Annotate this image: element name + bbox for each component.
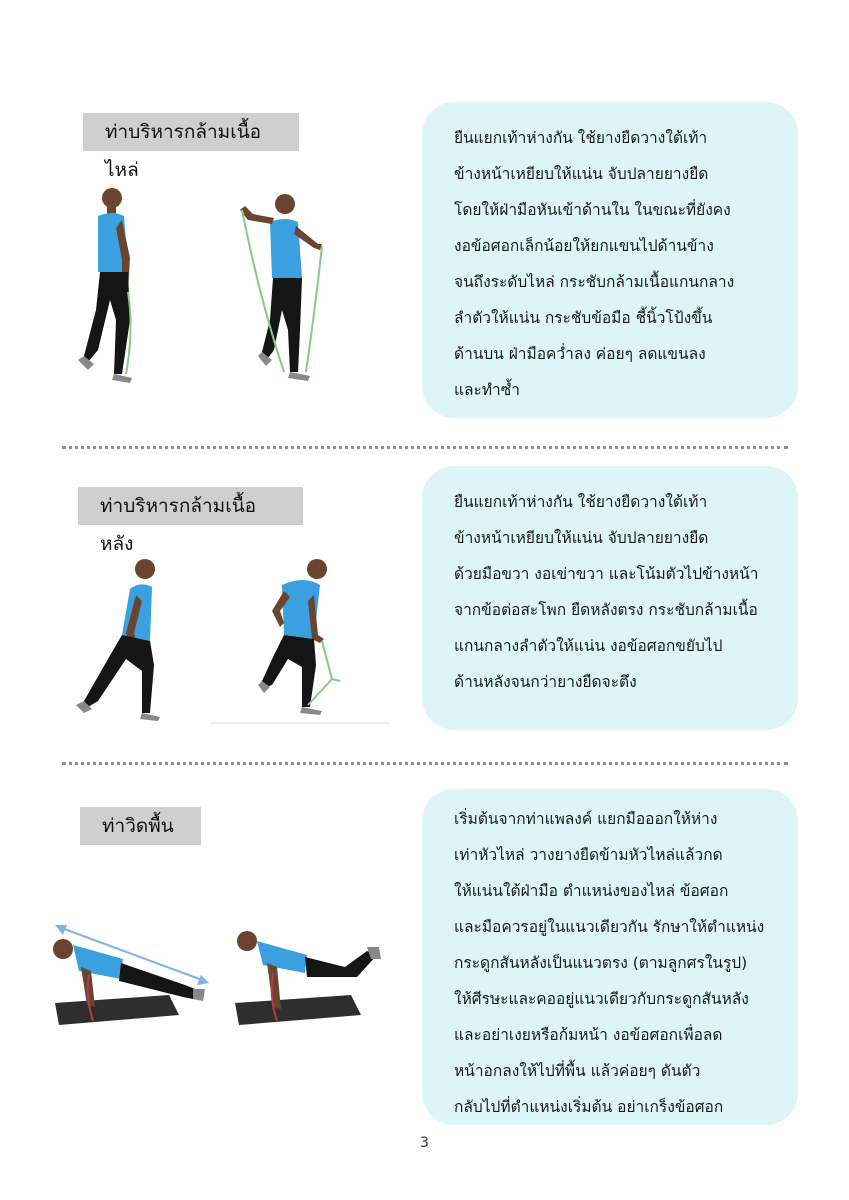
instruction-line: ด้านบน ฝ่ามือคว่ำลง ค่อยๆ ลดแขนลง	[454, 345, 706, 363]
instruction-line: เริ่มต้นจากท่าแพลงค์ แยกมือออกให้ห่าง	[454, 810, 718, 828]
instruction-line: ยืนแยกเท้าห่างกัน ใช้ยางยืดวางใต้เท้า	[454, 493, 708, 511]
instruction-line: และมือควรอยู่ในแนวเดียวกัน รักษาให้ตำแหน่ง	[454, 918, 765, 936]
section-label-pushup: ท่าวิดพื้น	[80, 807, 201, 845]
instruction-line: ด้านหลังจนกว่ายางยืดจะตึง	[454, 673, 637, 691]
pushup-instructions-box	[422, 789, 798, 1125]
section-divider	[62, 762, 788, 765]
instruction-line: เท่าหัวไหล่ วางยางยืดข้ามหัวไหล่แล้วกด	[454, 846, 723, 864]
instruction-line: ยืนแยกเท้าห่างกัน ใช้ยางยืดวางใต้เท้า	[454, 129, 708, 147]
instruction-line: งอข้อศอกเล็กน้อยให้ยกแขนไปด้านข้าง	[454, 237, 714, 255]
back-instructions-box	[422, 466, 798, 730]
instruction-line: ข้างหน้าเหยียบให้แน่น จับปลายยางยืด	[454, 529, 709, 547]
instruction-line: โดยให้ฝ่ามือหันเข้าด้านใน ในขณะที่ยังคง	[454, 201, 731, 219]
figure-bent-over-row	[210, 559, 390, 723]
instruction-line: ให้ศีรษะและคออยู่แนวเดียวกับกระดูกสันหลัง	[454, 990, 749, 1008]
back-exercise-illustration	[70, 555, 390, 727]
shoulder-instructions-box	[422, 102, 798, 418]
figure-lateral-raise	[240, 194, 322, 381]
instruction-line: ลำตัวให้แน่น กระชับข้อมือ ชี้นิ้วโป้งขึ้น	[454, 309, 713, 327]
section-divider	[62, 446, 788, 449]
instruction-line: จนถึงระดับไหล่ กระชับกล้ามเนื้อแกนกลาง	[454, 273, 735, 291]
instruction-line: และทำซ้ำ	[454, 381, 520, 399]
instruction-line: กระดูกสันหลังเป็นแนวตรง (ตามลูกศรในรูป)	[454, 954, 748, 972]
pushup-exercise-illustration	[45, 915, 390, 1035]
instruction-line: กลับไปที่ตำแหน่งเริ่มต้น อย่าเกร็งข้อศอก	[454, 1098, 724, 1116]
instruction-line: หน้าอกลงให้ไปที่พื้น แล้วค่อยๆ ดันตัว	[454, 1062, 701, 1080]
figure-standing-arms-down	[78, 188, 132, 383]
instruction-line: ข้างหน้าเหยียบให้แน่น จับปลายยางยืด	[454, 165, 709, 183]
instruction-line: และอย่าเงยหรือก้มหน้า งอข้อศอกเพื่อลด	[454, 1026, 723, 1044]
section-label-back: ท่าบริหารกล้ามเนื้อหลัง	[78, 487, 303, 525]
section-label-shoulder: ท่าบริหารกล้ามเนื้อไหล่	[83, 113, 299, 151]
instruction-line: ให้แน่นใต้ฝ่ามือ ตำแหน่งของไหล่ ข้อศอก	[454, 882, 729, 900]
instruction-line: แกนกลางลำตัวให้แน่น งอข้อศอกขยับไป	[454, 637, 723, 655]
page-number: 3	[420, 1135, 429, 1151]
figure-lunge-stance	[76, 559, 160, 721]
shoulder-exercise-illustration	[70, 180, 340, 390]
instruction-line: ด้วยมือขวา งอเข่าขวา และโน้มตัวไปข้างหน้า	[454, 565, 759, 583]
instruction-line: จากข้อต่อสะโพก ยืดหลังตรง กระชับกล้ามเนื้อ	[454, 601, 758, 619]
